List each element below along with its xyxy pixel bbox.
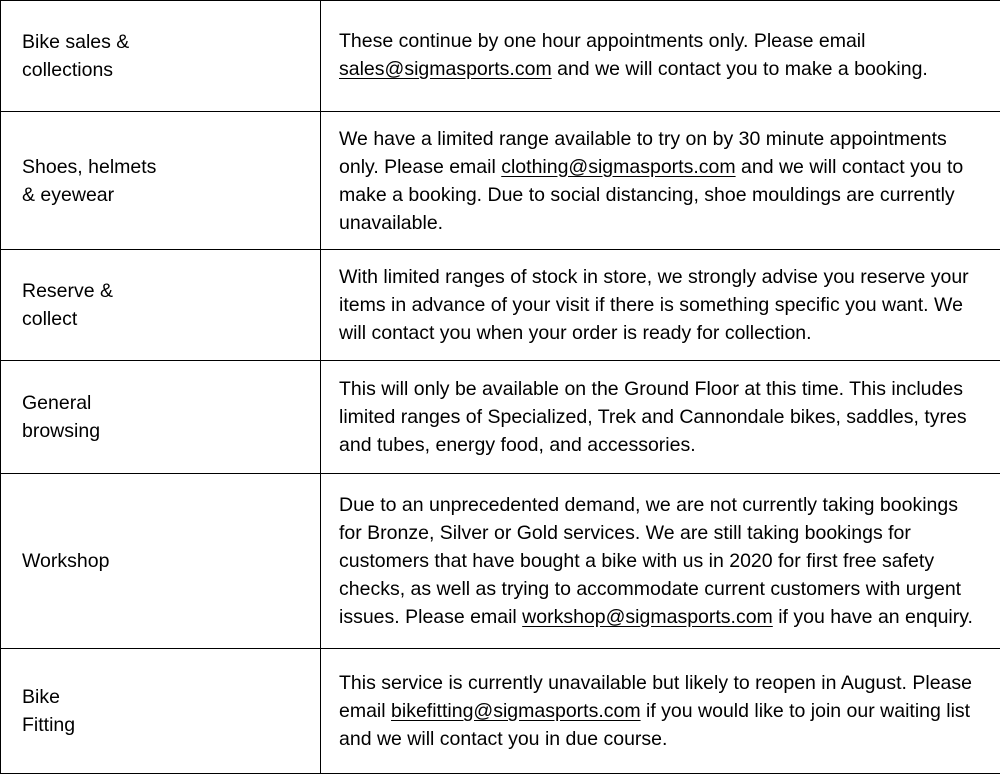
description-text: if you have an enquiry. bbox=[772, 606, 973, 628]
description-text: We have a limited range available to try on by 30 minute appointments only. Please email bbox=[339, 127, 947, 178]
table-row-bike-sales bbox=[1, 1, 1000, 112]
row-description bbox=[321, 491, 1000, 631]
email-link-clothing[interactable]: clothing@sigmasports.com bbox=[501, 155, 736, 178]
row-label: Shoes, helmets & eyewear bbox=[22, 155, 157, 206]
row-label: Reserve & collect bbox=[22, 280, 114, 330]
row-description-cell bbox=[321, 649, 1000, 774]
table-row-general-browsing bbox=[1, 361, 1000, 474]
row-label-cell bbox=[1, 361, 321, 474]
row-description bbox=[321, 27, 1000, 83]
row-label-cell bbox=[1, 112, 321, 250]
email-link-sales[interactable]: sales@sigmasports.com bbox=[339, 58, 552, 80]
table-row-reserve-collect bbox=[1, 250, 1000, 361]
row-label: Bike sales & collections bbox=[22, 31, 130, 81]
table-row-shoes-helmets-eyewear bbox=[1, 112, 1000, 250]
row-description-cell bbox=[321, 1, 1000, 112]
row-label: General browsing bbox=[22, 392, 101, 442]
description-text: These continue by one hour appointments only. Please email bbox=[339, 30, 866, 52]
row-label-cell bbox=[1, 474, 321, 649]
row-label-cell bbox=[1, 1, 321, 112]
table-row-workshop bbox=[1, 474, 1000, 649]
row-label-cell bbox=[1, 649, 321, 774]
email-link-workshop[interactable]: workshop@sigmasports.com bbox=[522, 606, 773, 628]
row-description-cell bbox=[321, 474, 1000, 649]
row-label: Bike Fitting bbox=[22, 686, 76, 736]
row-description bbox=[321, 125, 1000, 237]
table-row-bike-fitting bbox=[1, 649, 1000, 774]
description-text: and we will contact you to make a booking. bbox=[551, 58, 928, 80]
row-label: Workshop bbox=[22, 550, 110, 572]
description-text: This service is currently unavailable but likely to reopen in August. Please email bbox=[339, 672, 972, 722]
description-text: if you would like to join our waiting list and we will contact you in due course. bbox=[339, 700, 971, 750]
row-description-cell bbox=[321, 112, 1000, 250]
row-description bbox=[321, 669, 1000, 753]
row-description-cell bbox=[321, 361, 1000, 474]
row-label-cell bbox=[1, 250, 321, 361]
row-description-cell bbox=[321, 250, 1000, 361]
email-link-bikefitting[interactable]: bikefitting@sigmasports.com bbox=[391, 700, 641, 722]
row-description: With limited ranges of stock in store, we strongly advise you reserve your items in advance of your visit if there is something specific you want. We will contact you when your order is ready for collection. bbox=[339, 266, 969, 344]
description-text: and we will contact you to make a booking. Due to social distancing, shoe mouldings are currently unavailable. bbox=[339, 155, 964, 234]
row-description: This will only be available on the Ground Floor at this time. This includes limited ranges of Specialized, Trek and Cannondale bikes, saddles, tyres and tubes, energy food, and accessories. bbox=[339, 378, 967, 456]
description-text: Due to an unprecedented demand, we are not currently taking bookings for Bronze, Silver or Gold services. We are still taking bookings for customers that have bought a bike with us in 2020 for first free safety checks, as well as trying to accommodate current customers with urgent issues. Please email bbox=[339, 494, 962, 628]
